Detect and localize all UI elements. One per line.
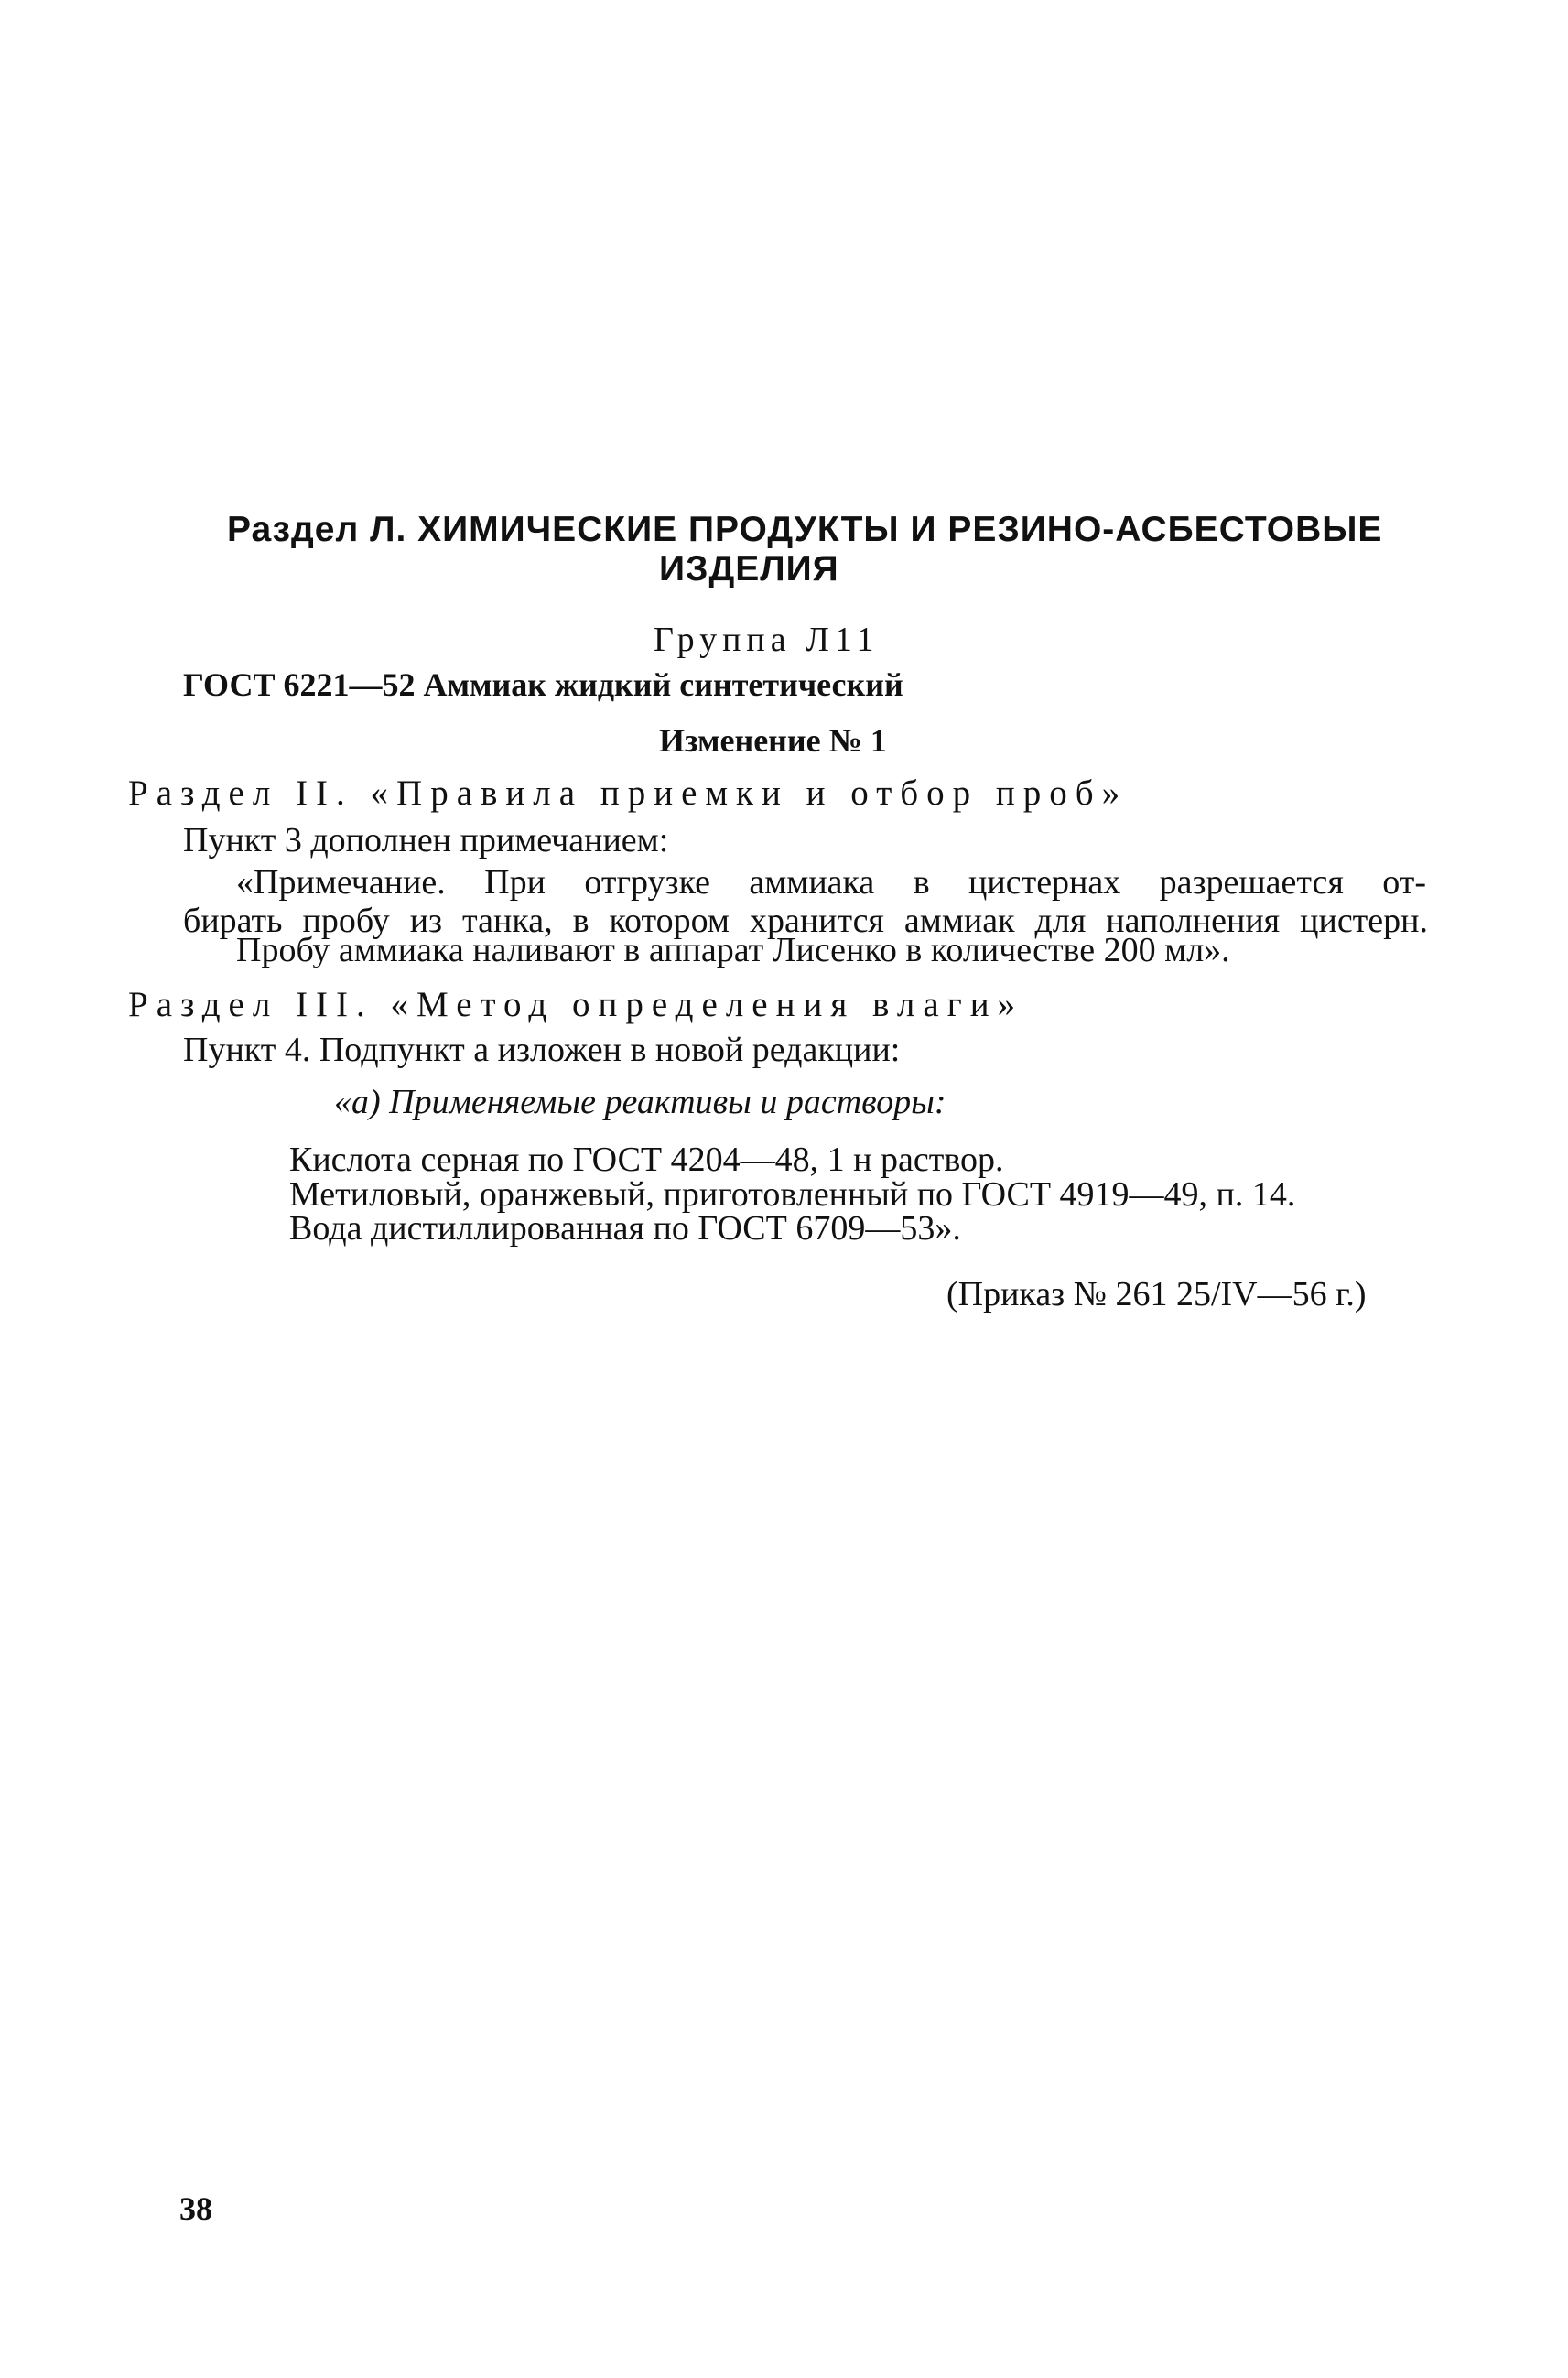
paragraph-3-intro: Пункт 3 дополнен примечанием: [183, 821, 669, 859]
subparagraph-a-heading: «а) Применяемые реактивы и растворы: [334, 1083, 946, 1121]
section-iii-heading: Раздел III. «Метод определения влаги» [128, 985, 1024, 1024]
group-label: Группа Л11 [654, 621, 880, 659]
paragraph-4-intro: Пункт 4. Подпункт а изложен в новой редакции: [183, 1031, 901, 1069]
reagent-line: Метиловый, оранжевый, приготовленный по ГОСТ 4919—49, п. 14. [289, 1175, 1296, 1214]
amendment-label: Изменение № 1 [659, 722, 887, 759]
section-title-line2: ИЗДЕЛИЯ [659, 549, 839, 589]
section-title-line1: Раздел Л. ХИМИЧЕСКИЕ ПРОДУКТЫ И РЕЗИНО-АСБЕСТОВЫЕ [227, 510, 1383, 549]
reagent-line: Вода дистиллированная по ГОСТ 6709—53». [289, 1209, 961, 1248]
note-line-2: бирать пробу из танка, в котором хранится аммиак для наполнения цистерн. [183, 902, 1428, 940]
gost-title: ГОСТ 6221—52 Аммиак жидкий синтетический [183, 666, 903, 703]
note-line-1: «Примечание. При отгрузке аммиака в цистернах разрешается от- [236, 863, 1426, 902]
order-reference: (Приказ № 261 25/IV—56 г.) [946, 1275, 1367, 1313]
reagent-line: Кислота серная по ГОСТ 4204—48, 1 н раствор. [289, 1140, 1004, 1179]
note-line-3: Пробу аммиака наливают в аппарат Лисенко в количестве 200 мл». [236, 931, 1230, 969]
page-number: 38 [179, 2190, 212, 2227]
section-ii-heading: Раздел II. «Правила приемки и отбор проб» [128, 773, 1129, 813]
